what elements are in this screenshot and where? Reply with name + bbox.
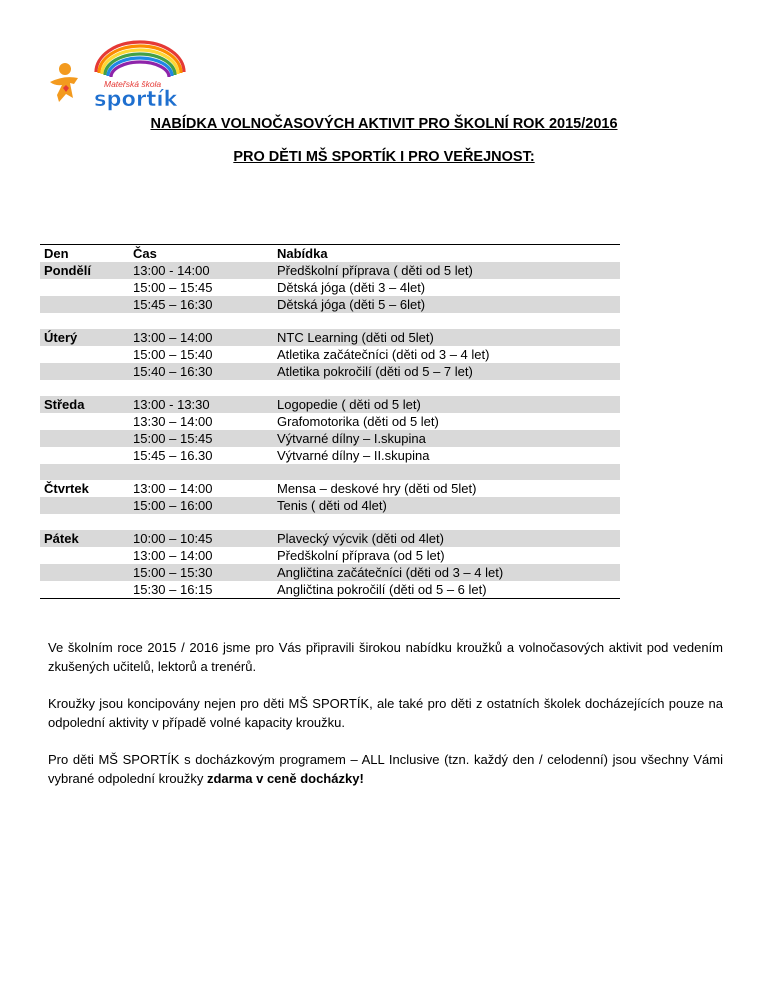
table-row bbox=[40, 581, 620, 599]
header-offer: Nabídka bbox=[273, 245, 620, 263]
offer-cell: Atletika pokročilí (děti od 5 – 7 let) bbox=[273, 363, 620, 380]
table-row bbox=[40, 329, 620, 346]
table-row bbox=[40, 447, 620, 464]
activity-schedule-table bbox=[40, 244, 620, 599]
table-row bbox=[40, 279, 620, 296]
time-cell: 15:30 – 16:15 bbox=[131, 581, 273, 599]
paragraph-intro: Ve školním roce 2015 / 2016 jsme pro Vás připravili širokou nabídku kroužků a volnočasových aktivit pod vedením zkušených učitelů, lektorů a trenérů. bbox=[48, 640, 723, 674]
offer-cell: NTC Learning (děti od 5let) bbox=[273, 329, 620, 346]
table-row bbox=[40, 497, 620, 514]
offer-cell: Výtvarné dílny – II.skupina bbox=[277, 448, 430, 463]
time-cell: 13:00 – 14:00 bbox=[131, 329, 273, 346]
time-cell: 15:40 – 16:30 bbox=[131, 363, 273, 380]
table-row bbox=[40, 530, 620, 547]
logo-brand-text: sportík bbox=[94, 87, 178, 111]
offer-cell: Výtvarné dílny – I.skupina bbox=[273, 430, 620, 447]
table-row bbox=[40, 396, 620, 413]
time-cell: 15:45 – 16:30 bbox=[131, 296, 273, 313]
header-day: Den bbox=[40, 245, 131, 263]
time-cell: 15:00 – 15:45 bbox=[133, 280, 213, 295]
time-cell: 15:00 – 15:40 bbox=[133, 347, 213, 362]
offer-cell: Atletika začátečníci (děti od 3 – 4 let) bbox=[277, 347, 490, 362]
table-row bbox=[40, 564, 620, 581]
table-spacer-row bbox=[40, 380, 620, 396]
time-cell: 15:45 – 16.30 bbox=[133, 448, 213, 463]
time-cell: 13:00 - 14:00 bbox=[131, 262, 273, 279]
paragraph-free-offer bbox=[48, 750, 723, 788]
school-logo bbox=[44, 40, 194, 112]
table-row bbox=[40, 547, 620, 564]
time-cell: 13:30 – 14:00 bbox=[133, 414, 213, 429]
table-row bbox=[40, 413, 620, 430]
offer-cell: Předškolní příprava (od 5 let) bbox=[277, 548, 445, 563]
table-row bbox=[40, 245, 620, 263]
time-cell: 15:00 – 15:30 bbox=[131, 564, 273, 581]
table-row bbox=[40, 262, 620, 279]
table-spacer-row bbox=[40, 464, 620, 480]
day-label: Čtvrtek bbox=[44, 481, 89, 496]
offer-cell: Dětská jóga (děti 3 – 4let) bbox=[277, 280, 426, 295]
table-row bbox=[40, 480, 620, 497]
table-spacer-row bbox=[40, 313, 620, 329]
page-subtitle: PRO DĚTI MŠ SPORTÍK I PRO VEŘEJNOST: bbox=[233, 149, 535, 165]
offer-cell: Grafomotorika (děti od 5 let) bbox=[277, 414, 439, 429]
day-label: Úterý bbox=[40, 329, 131, 346]
offer-cell: Dětská jóga (děti 5 – 6let) bbox=[273, 296, 620, 313]
day-label: Pátek bbox=[40, 530, 131, 547]
offer-cell: Logopedie ( děti od 5 let) bbox=[273, 396, 620, 413]
paragraph-free-offer-highlight: zdarma v ceně docházky! bbox=[206, 771, 364, 786]
time-cell: 15:00 – 16:00 bbox=[131, 497, 273, 514]
table-row bbox=[40, 346, 620, 363]
table-row bbox=[40, 296, 620, 313]
day-label: Středa bbox=[40, 396, 131, 413]
page-title: NABÍDKA VOLNOČASOVÝCH AKTIVIT PRO ŠKOLNÍ ROK 2015/2016 bbox=[150, 116, 618, 132]
offer-cell: Tenis ( děti od 4let) bbox=[273, 497, 620, 514]
logo-small-text: Mateřská škola bbox=[104, 79, 162, 89]
day-label: Pondělí bbox=[40, 262, 131, 279]
table-row bbox=[40, 430, 620, 447]
offer-cell: Angličtina pokročilí (děti od 5 – 6 let) bbox=[273, 581, 620, 599]
offer-cell: Plavecký výcvik (děti od 4let) bbox=[273, 530, 620, 547]
time-cell: 10:00 – 10:45 bbox=[131, 530, 273, 547]
time-cell: 15:00 – 15:45 bbox=[131, 430, 273, 447]
offer-cell: Angličtina začátečníci (děti od 3 – 4 let) bbox=[273, 564, 620, 581]
figure-icon bbox=[50, 63, 78, 102]
table-spacer-row bbox=[40, 514, 620, 530]
info-paragraphs bbox=[48, 638, 723, 806]
paragraph-audience: Kroužky jsou koncipovány nejen pro děti MŠ SPORTÍK, ale také pro děti z ostatních školek docházejících pouze na odpolední aktivity v případě volné kapacity kroužku. bbox=[48, 696, 723, 730]
table-row bbox=[40, 363, 620, 380]
header-time: Čas bbox=[131, 245, 273, 263]
time-cell: 13:00 – 14:00 bbox=[133, 481, 213, 496]
time-cell: 13:00 – 14:00 bbox=[133, 548, 213, 563]
offer-cell: Mensa – deskové hry (děti od 5let) bbox=[277, 481, 477, 496]
paragraph-free-offer-text: Pro děti MŠ SPORTÍK s docházkovým programem – ALL Inclusive (tzn. každý den / celodenní) jsou všechny Vámi vybrané odpolední kroužky bbox=[48, 752, 723, 786]
time-cell: 13:00 - 13:30 bbox=[131, 396, 273, 413]
offer-cell: Předškolní příprava ( děti od 5 let) bbox=[273, 262, 620, 279]
